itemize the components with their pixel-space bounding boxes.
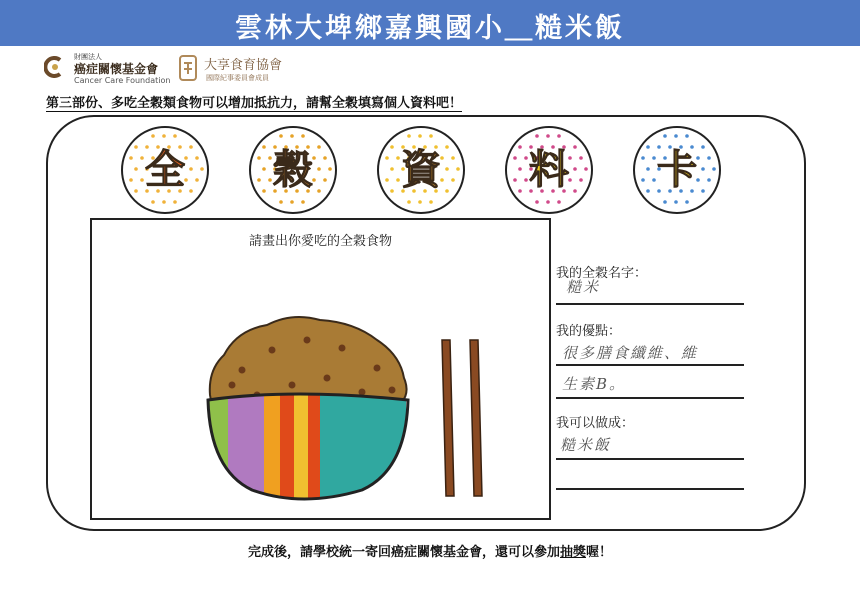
title-circle-2 [249,126,337,214]
merits-answer-line-2 [556,397,744,399]
cancer-care-small-label: 財團法人 [74,53,102,61]
merits-answer-line1: 很多膳食纖維、維 [562,344,699,362]
footer-lottery: 抽獎 [559,545,586,560]
cancer-care-foundation-logo [40,52,170,86]
title-circle-3 [377,126,465,214]
food-education-sub: 國際紀事委員會成員 [206,74,269,82]
food-education-mark-icon [178,54,198,82]
merits-answer-line2: 生素B。 [562,375,627,393]
merits-answer-line-1 [556,364,744,366]
drawing-box [90,218,551,520]
merits-label: 我的優點： [556,324,622,339]
cookable-answer-line-1 [556,458,744,460]
logo-row [40,52,340,86]
chopstick-left [442,340,454,496]
bowl-stripes [204,380,406,518]
cancer-care-mark-icon [44,56,66,78]
cookable-label: 我可以做成： [556,416,635,431]
section-instruction: 第三部份、多吃全穀類食物可以增加抵抗力，請幫全穀填寫個人資料吧！ [46,92,462,112]
chopsticks [442,340,482,496]
title-char-2: 穀 [273,147,313,193]
title-char-1: 全 [145,147,185,193]
cookable-answer-line-2 [556,488,744,490]
drawing-prompt: 請畫出你愛吃的全穀食物 [248,234,392,249]
name-answer-line [556,303,744,305]
header-banner [0,0,860,46]
cancer-care-english-name: Cancer Care Foundation [74,76,171,85]
name-answer: 糙米 [566,278,601,296]
cancer-care-name: 癌症關懷基金會 [74,62,159,76]
cookable-answer: 糙米飯 [560,436,612,454]
title-char-3: 資 [401,147,441,193]
name-label: 我的全穀名字： [556,266,648,281]
footer-prefix: 完成後，請學校統一寄回癌症關懷基金會，還可以參加 [247,545,560,560]
food-education-name: 大享食育協會 [204,58,283,73]
footer-suffix: 喔！ [586,545,613,560]
title-circle-5 [633,126,721,214]
chopstick-right [470,340,482,496]
title-char-4: 料 [529,147,569,193]
page-title: 雲林大埤鄉嘉興國小＿糙米飯 [235,13,625,44]
rice-bowl-drawing [92,220,549,518]
title-circle-1 [121,126,209,214]
food-education-logo [176,52,326,86]
title-circle-4 [505,126,593,214]
footer-note [0,541,860,560]
title-char-5: 卡 [657,147,697,193]
